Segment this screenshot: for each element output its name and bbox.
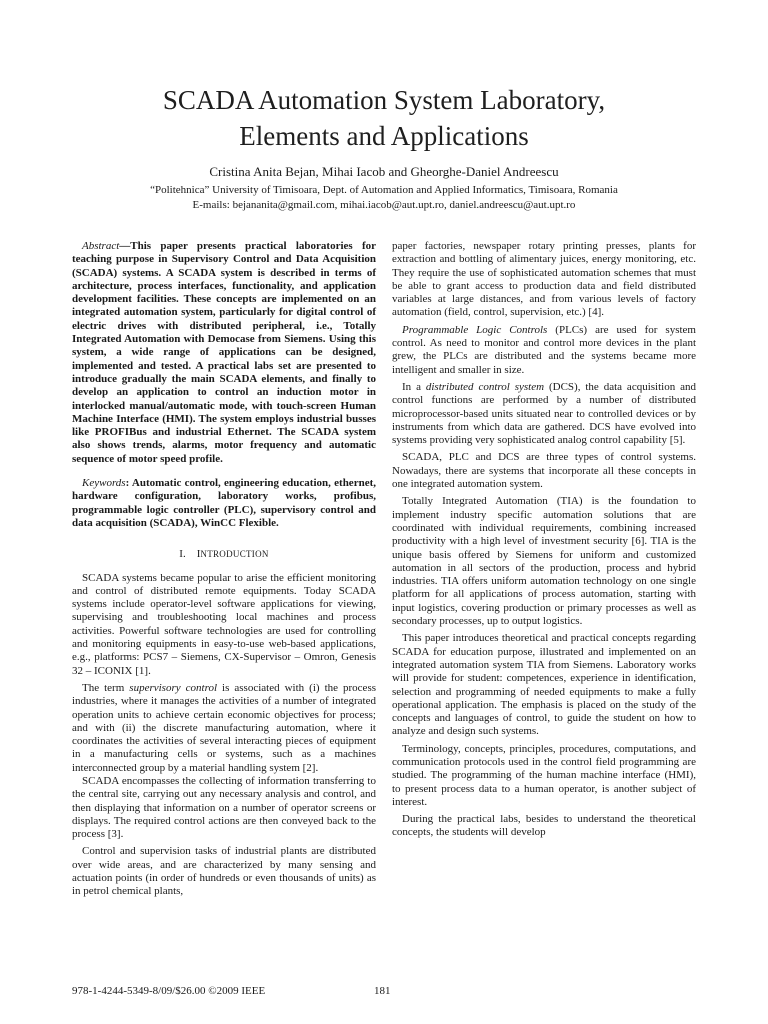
affiliation: “Politehnica” University of Timisoara, Dept. of Automation and Applied Informatics, Timisoara, Romania (150, 184, 618, 196)
section-number: I. (179, 548, 186, 561)
title-line-2: Elements and Applications (239, 121, 529, 151)
section-first-letter: I (196, 548, 201, 561)
abstract-text: This paper presents practical laboratories for teaching purpose in Supervisory Control and Data Acquisition (SCADA) systems. A SCADA system is described in terms of architecture, process interfaces, functionality, and application development facilities. These concepts are implemented on an integrated automation system, particularly for digital control of electric drives with distributed peripheral, i.e., Totally Integrated Automation with Democase from Siemens. Using this system, a wide range of applications can be designed, implemented and tested. A practical labs set are presented to introduce gradually the main SCADA elements, and finally to develop an application to control an induction motor in interlocked manual/automatic mode, with touch-screen Human Machine Interface (HMI). The system employs industrial busses like PROFIBus and industrial Ethernet. The SCADA system also shows trends, alarms, motor frequency and automatic sequence of motor speed profile. (72, 240, 376, 465)
paragraph-part: (PLCs) are used for system control. As need to monitor and control more devices in the plant grew, the PLCs are distributed and the systems became more intelligent and smaller in size. (392, 323, 696, 376)
paragraph: paper factories, newspaper rotary printing presses, plants for extraction and bottling of alimentary juices, energy monitoring, etc. They require the use of sophisticated automation schemes that must be able to grant access to production data and field distributed variables at large distances, and from various levels of factory automation (field, control, supervision, etc.) [4]. (392, 240, 696, 319)
keywords-text: Automatic control, engineering education, ethernet, hardware configuration, laboratory works, profibus, programmable logic controller (PLC), supervisory control and data acquisition (SCADA), WinCC Flexible. (72, 477, 376, 529)
footer-isbn: 978-1-4244-5349-8/09/$26.00 ©2009 IEEE (72, 985, 266, 997)
left-column (72, 240, 376, 899)
paragraph: SCADA systems became popular to arise the efficient monitoring and control of distributed remote equipments. Today SCADA systems include operator-level software applications for viewing, supervising and troubleshooting local machines and process activities. Powerful software technologies are used for controlling and monitoring equipments in easy-to-use web-based applications, e.g., platforms: PCS7 – Siemens, CX-Supervisor – Omron, Genesis 32 – ICONIX [1]. (72, 571, 376, 677)
title-line-1: SCADA Automation System Laboratory, (162, 85, 606, 115)
paragraph: Totally Integrated Automation (TIA) is the foundation to implement industry specific automation solutions that are coordinated with individual requirements, combining increased productivity with a high level of investment security [6]. TIA is the unique basis offered by Siemens for uniform and customized automation in all sectors of the production, process and hybrid industries. TIA offers uniform automation technology on one single platform for all applications of process automation, starting with input logistics, covering production or primary processes as well as secondary processes, up to output logistics. (392, 495, 696, 628)
section-heading (72, 548, 376, 561)
paragraph: Terminology, concepts, principles, procedures, computations, and communication protocols used in the control field programming are studied. The programming of the human machine interface (HMI), to present process data to a human operator, is another subject of interest. (392, 742, 696, 808)
abstract-dash: — (119, 240, 131, 252)
paragraph: Control and supervision tasks of industrial plants are distributed over wide areas, and are characterized by many sensing and actuation points (in order of hundreds or even thousands of units) as in petrol chemical plants, (72, 845, 376, 898)
abstract-lead: Abstract (82, 240, 120, 252)
page-number: 181 (374, 985, 391, 997)
paper-title (0, 82, 768, 154)
paragraph-emphasis: Programmable Logic Controls (402, 323, 548, 336)
right-column (392, 240, 696, 840)
keywords-colon: : (125, 477, 132, 490)
paragraph-part: In a (402, 380, 426, 393)
paragraph (72, 682, 376, 775)
paragraph (392, 381, 696, 447)
emails: E-mails: bejananita@gmail.com, mihai.iacob@aut.upt.ro, daniel.andreescu@aut.upt.ro (192, 199, 576, 211)
paragraph-emphasis: supervisory control (129, 681, 218, 694)
authors: Cristina Anita Bejan, Mihai Iacob and Gheorghe-Daniel Andreescu (209, 164, 559, 179)
paragraph: This paper introduces theoretical and practical concepts regarding SCADA for education purpose, illustrated and implemented on an integrated automation system TIA from Siemens. Laboratory works will provide for student: competences, experience in identification, selection and programming of needed equipments to make a fully operational application. The emphasis is placed on the study of the concepts and languages of control, to guide the student on how to analyze and design such systems. (392, 632, 696, 738)
paragraph: During the practical labs, besides to understand the theoretical concepts, the students will develop (392, 813, 696, 839)
section-title-rest: NTRODUCTION (200, 549, 269, 560)
paragraph (392, 324, 696, 377)
keywords-lead: Keywords (82, 477, 126, 490)
paragraph: SCADA encompasses the collecting of information transferring to the central site, carrying out any necessary analysis and control, and then displaying that information on a number of operator screens or displays. The required control actions are then conveyed back to the process [3]. (72, 774, 376, 841)
keywords (72, 477, 376, 530)
abstract (72, 240, 376, 466)
paragraph: SCADA, PLC and DCS are three types of control systems. Nowadays, there are systems that incorporate all these concepts in one integrated automation system. (392, 451, 696, 491)
paragraph-part: The term (82, 681, 130, 694)
paragraph-part: is associated with (i) the process industries, where it manages the activities of a number of integrated operation units to achieve certain economic objectives for process; and with (ii) the discrete manufacturing automation, where it coordinates the activities of several interacting pieces of equipment in a manufacturing cells or systems, such as a machines interconnected group by a material handling system [2]. (72, 681, 377, 774)
paragraph-emphasis: distributed control system (425, 380, 545, 393)
paragraph-part: (DCS), the data acquisition and control functions are performed by a number of distributed microprocessor-based units situated near to controlled devices or by instruments from which data are gathered. DCS have evolved into systems providing very sophisticated analog control capability [5]. (392, 380, 696, 447)
